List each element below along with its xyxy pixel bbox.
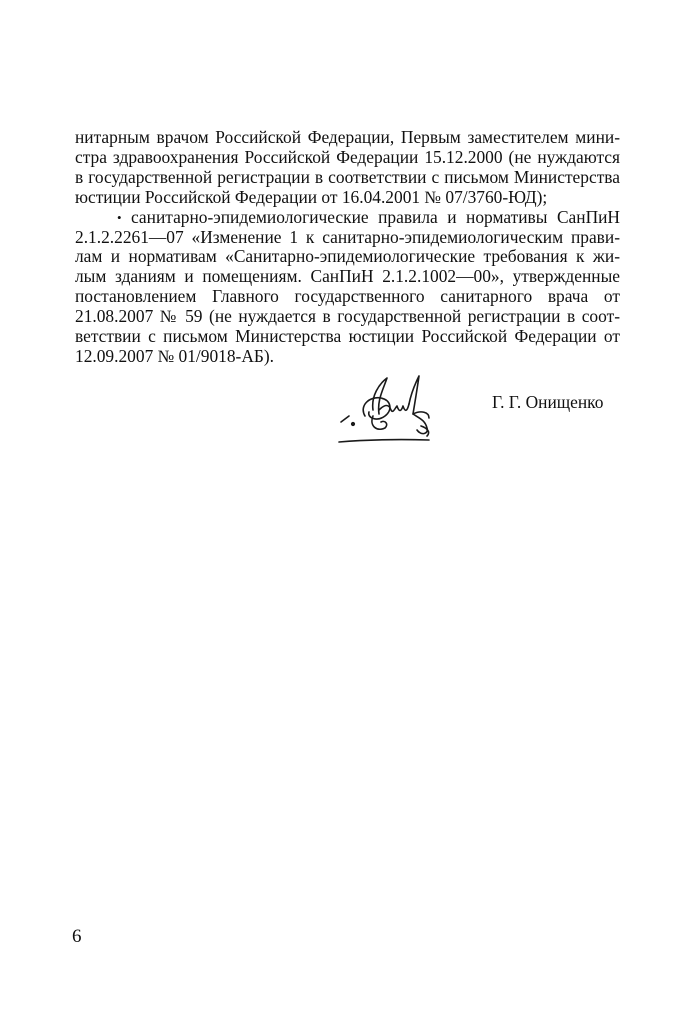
- document-body: [75, 128, 620, 367]
- bullet-line: 2.1.2.2261—07 «Изменение 1 к санитарно-эпидемиологическим прави-: [75, 226, 620, 247]
- signatory-name: Г. Г. Онищенко: [492, 392, 604, 412]
- bullet-text: санитарно-эпидемиологические правила и нормативы СанПиН: [131, 206, 620, 227]
- bullet-line: постановлением Главного государственного санитарного врача от: [75, 286, 620, 307]
- bullet-line: лым зданиям и помещениям. СанПиН 2.1.2.1002—00», утвержденные: [75, 266, 620, 287]
- bullet-line: 21.08.2007 № 59 (не нуждается в государственной регистрации в соот-: [75, 306, 620, 327]
- bullet-icon: •: [117, 209, 122, 225]
- paragraph-line: юстиции Российской Федерации от 16.04.2001 № 07/3760-ЮД);: [75, 186, 548, 207]
- paragraph-line: нитарным врачом Российской Федерации, Первым заместителем мини-: [75, 127, 620, 147]
- bullet-line: лам и нормативам «Санитарно-эпидемиологические требования к жи-: [75, 246, 620, 267]
- paragraph-line: стра здравоохранения Российской Федерации 15.12.2000 (не нуждаются: [75, 146, 620, 167]
- bullet-line: ветствии с письмом Министерства юстиции Российской Федерации от: [75, 326, 620, 347]
- bullet-line: 12.09.2007 № 01/9018-АБ).: [75, 345, 275, 366]
- page-number: 6: [72, 926, 82, 947]
- paragraph-line: в государственной регистрации в соответствии с письмом Министерства: [75, 166, 620, 187]
- bullet-item-first-line: [75, 208, 620, 228]
- signature-image: [333, 370, 445, 452]
